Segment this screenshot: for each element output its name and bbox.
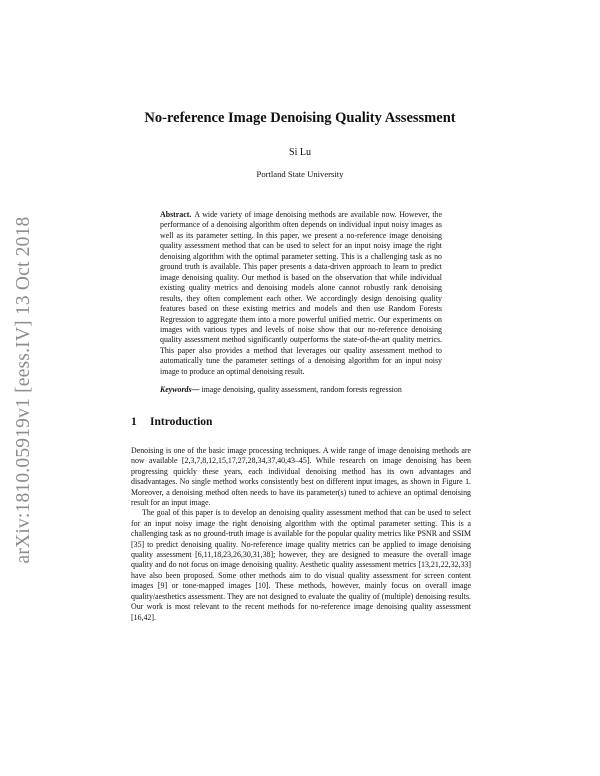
arxiv-identifier bbox=[4, 210, 44, 570]
section-title: Introduction bbox=[150, 416, 213, 428]
keywords bbox=[160, 385, 460, 395]
abstract-text: A wide variety of image denoising methods are available now. However, the performance of a denoising algorithm often depends on individual input noisy images as well as its parameter setting. In this paper, we present a no-reference image denoising quality assessment method that can be used to select for an input noisy image the right denoising algorithm with the optimal parameter setting. This is a challenging task as no ground truth is available. This paper presents a data-driven approach to learn to predict image denoising quality. Our method is based on the observation that while individual existing quality metrics and denoising models alone cannot robustly rank denoising results, they often complement each other. We accordingly design denoising quality features based on these existing metrics and models and then use Random Forests Regression to aggregate them into a more powerful unified metric. Our experiments on images with various types and levels of noise show that our no-reference denoising quality assessment method significantly outperforms the state-of-the-art quality metrics. This paper also provides a method that leverages our quality assessment method to automatically tune the parameter settings of a denoising algorithm for an input noisy image to produce an optimal denoising result. bbox=[160, 210, 442, 376]
section-number: 1 bbox=[131, 416, 137, 428]
keywords-text: image denoising, quality assessment, random forests regression bbox=[201, 385, 402, 394]
keywords-label: Keywords— bbox=[160, 385, 200, 394]
paragraph: Denoising is one of the basic image processing techniques. A wide range of image denoising methods are now available [2,3,7,8,12,15,17,27,28,34,37,40,43–45]. While research on image denoising has been progressing quickly these years, each individual denoising method has its own advantages and disadvantages. No single method works consistently best on different input images, as shown in Figure 1. Moreover, a denoising method often needs to have its parameter(s) tuned to achieve an optimal denoising result for an input image. bbox=[131, 446, 471, 508]
paper-title: No-reference Image Denoising Quality Assessment bbox=[144, 110, 456, 126]
abstract-label: Abstract. bbox=[160, 210, 192, 219]
author-affiliation: Portland State University bbox=[256, 169, 344, 179]
arxiv-identifier-text: arXiv:1810.05919v1 [eess.IV] 13 Oct 2018 bbox=[13, 216, 34, 564]
author-name: Si Lu bbox=[289, 147, 311, 158]
abstract bbox=[160, 210, 442, 377]
section-heading bbox=[131, 416, 212, 428]
paragraph: The goal of this paper is to develop an denoising quality assessment method that can be used to select for an input noisy image the right denoising algorithm with the optimal parameter setting. This is a challenging task as no ground-truth image is available for the popular quality metrics like PSNR and SSIM [35] to predict denoising quality. No-reference image quality metrics can be applied to image denoising quality assessment [6,11,18,23,26,30,31,38]; however, they are designed to measure the overall image quality and do not focus on image denoising quality. Aesthetic quality assessment metrics [13,21,22,32,33] have also been proposed. Some other methods aim to do visual quality assessment for screen content images [9] or tone-mapped images [10]. These methods, however, mainly focus on overall image quality/aesthetics assessment. They are not designed to evaluate the quality of (multiple) denoising results. Our work is most relevant to the recent methods for no-reference image denoising quality assessment [16,42]. bbox=[131, 508, 471, 622]
introduction-body bbox=[131, 446, 471, 623]
